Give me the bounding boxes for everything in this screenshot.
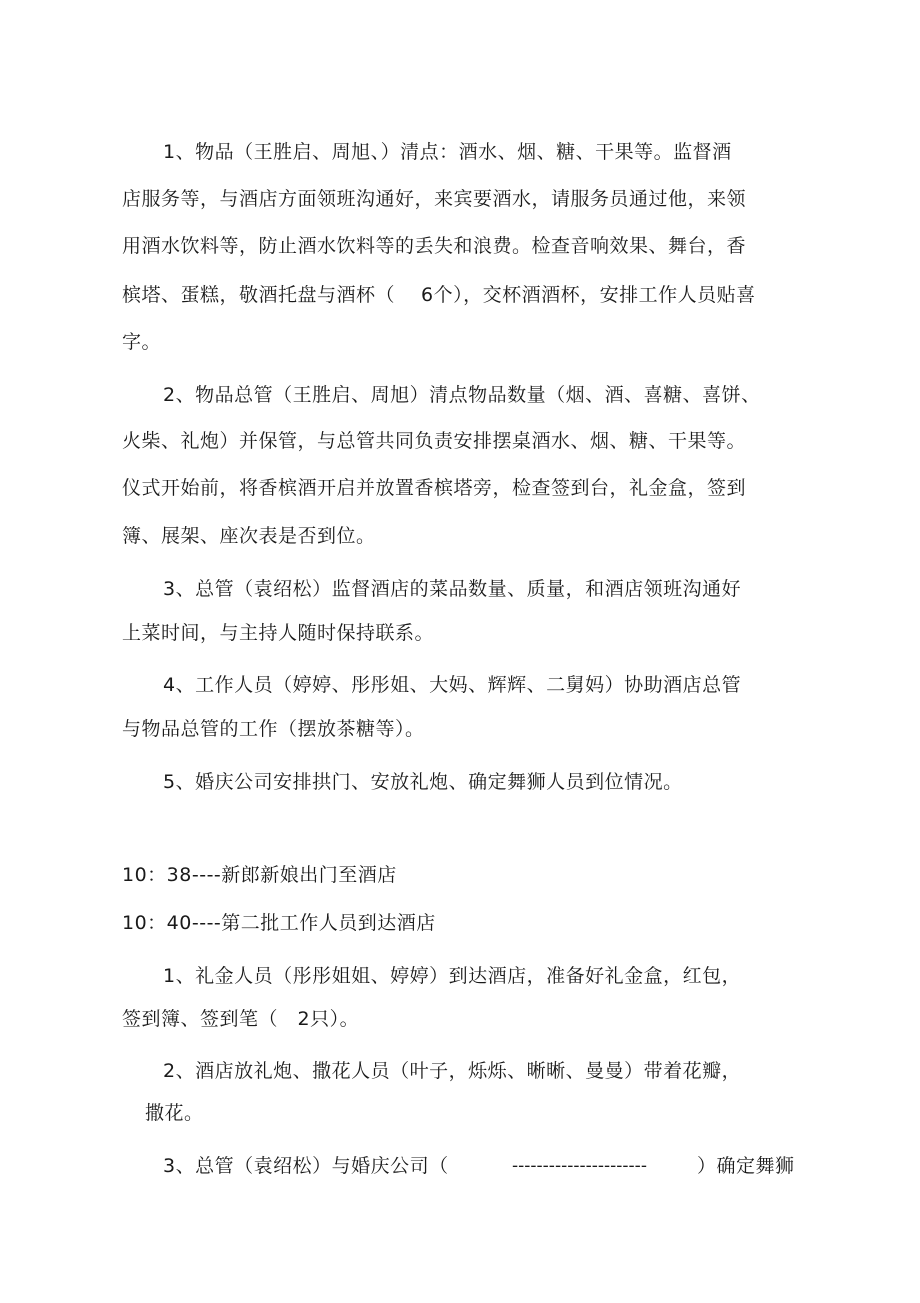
schedule-time-line: 10：40----第二批工作人员到达酒店 — [122, 912, 436, 934]
schedule-time-line: 10：38----新郎新娘出门至酒店 — [122, 864, 397, 886]
paragraph-line: 仪式开始前，将香槟酒开启并放置香槟塔旁，检查签到台，礼金盒，签到 — [122, 477, 747, 499]
paragraph-line: ）确定舞狮 — [697, 1155, 795, 1177]
paragraph-line: 2、酒店放礼炮、撒花人员（叶子，烁烁、晰晰、曼曼）带着花瓣， — [163, 1060, 742, 1082]
paragraph-line: 用酒水饮料等，防止酒水饮料等的丢失和浪费。检查音响效果、舞台，香 — [122, 235, 747, 257]
paragraph-line: 4、工作人员（婷婷、彤彤姐、大妈、辉辉、二舅妈）协助酒店总管 — [163, 674, 742, 696]
paragraph-line: 3、总管（袁绍松）监督酒店的菜品数量、质量，和酒店领班沟通好 — [163, 578, 742, 600]
paragraph-line: 3、总管（袁绍松）与婚庆公司（ — [163, 1155, 449, 1177]
blank-fill-line: ---------------------- — [512, 1156, 647, 1176]
paragraph-line: 5、婚庆公司安排拱门、安放礼炮、确定舞狮人员到位情况。 — [163, 771, 683, 793]
paragraph-line: 店服务等，与酒店方面领班沟通好，来宾要酒水，请服务员通过他，来领 — [122, 188, 747, 210]
paragraph-line: 2、物品总管（王胜启、周旭）清点物品数量（烟、酒、喜糖、喜饼、 — [163, 384, 761, 406]
paragraph-line: 签到簿、签到笔（ 2只）。 — [122, 1008, 360, 1030]
paragraph-line: 簿、展架、座次表是否到位。 — [122, 525, 376, 547]
paragraph-line: 火柴、礼炮）并保管，与总管共同负责安排摆桌酒水、烟、糖、干果等。 — [122, 430, 747, 452]
paragraph-line: 槟塔、蛋糕，敬酒托盘与酒杯（ 6个），交杯酒酒杯，安排工作人员贴喜 — [122, 284, 756, 306]
paragraph-line: 1、礼金人员（彤彤姐姐、婷婷）到达酒店，准备好礼金盒，红包， — [163, 965, 742, 987]
paragraph-line: 与物品总管的工作（摆放茶糖等）。 — [122, 718, 425, 740]
paragraph-line: 撒花。 — [145, 1102, 204, 1124]
paragraph-line: 字。 — [122, 331, 162, 353]
paragraph-line: 1、物品（王胜启、周旭、）清点：酒水、烟、糖、干果等。监督酒 — [163, 141, 732, 163]
paragraph-line: 上菜时间，与主持人随时保持联系。 — [122, 622, 435, 644]
